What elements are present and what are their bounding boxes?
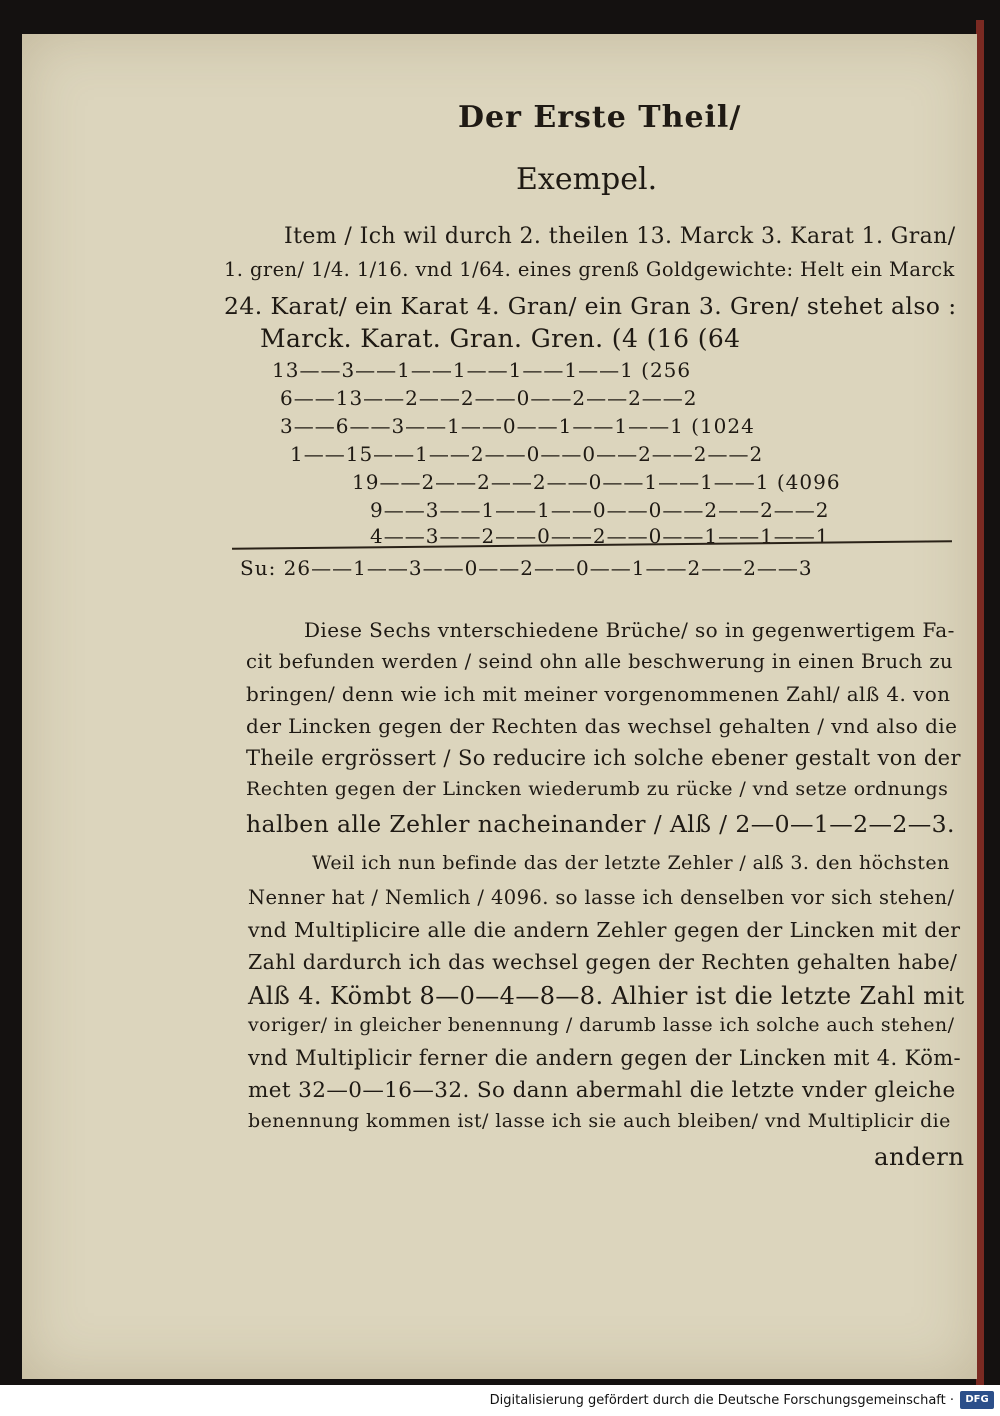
catchword: andern bbox=[874, 1142, 965, 1171]
paragraph-line: Theile ergrössert / So reducire ich solche ebener gestalt von der bbox=[246, 746, 961, 770]
table-row: 6——13——2——2——0——2——2——2 bbox=[280, 386, 698, 410]
paragraph-line: vnd Multiplicir ferner die andern gegen der Lincken mit 4. Köm- bbox=[248, 1046, 962, 1070]
paragraph-line: halben alle Zehler nacheinander / Alß / 2—0—1—2—2—3. bbox=[246, 810, 955, 838]
table-row: 3——6——3——1——0——1——1——1 (1024 bbox=[280, 414, 755, 438]
paragraph-line: benennung kommen ist/ lasse ich sie auch bleiben/ vnd Multiplicir die bbox=[248, 1110, 951, 1132]
paragraph-line: met 32—0—16—32. So dann abermahl die letzte vnder gleiche bbox=[248, 1078, 956, 1103]
table-header: Marck. Karat. Gran. Gren. (4 (16 (64 bbox=[260, 324, 741, 353]
sum-row: Su: 26——1——3——0——2——0——1——2——2——3 bbox=[240, 556, 813, 580]
paragraph-line: Weil ich nun befinde das der letzte Zehler / alß 3. den höchsten bbox=[312, 852, 950, 874]
intro-line: 24. Karat/ ein Karat 4. Gran/ ein Gran 3. Gren/ stehet also : bbox=[224, 292, 957, 320]
funding-credit: Digitalisierung gefördert durch die Deutsche Forschungsgemeinschaft · bbox=[489, 1393, 954, 1408]
running-header: Der Erste Theil/ bbox=[458, 100, 742, 135]
digitization-footer bbox=[0, 1385, 1000, 1416]
dfg-logo: DFG bbox=[960, 1391, 994, 1409]
paragraph-line: vnd Multiplicire alle die andern Zehler gegen der Lincken mit der bbox=[248, 918, 961, 942]
book-page bbox=[22, 34, 977, 1379]
section-heading: Exempel. bbox=[516, 162, 658, 197]
table-row: 9——3——1——1——0——0——2——2——2 bbox=[370, 498, 830, 522]
intro-line: Item / Ich wil durch 2. theilen 13. Marck 3. Karat 1. Gran/ bbox=[284, 224, 956, 249]
table-row: 13——3——1——1——1——1——1 (256 bbox=[272, 358, 692, 382]
table-row: 19——2——2——2——0——1——1——1 (4096 bbox=[352, 470, 841, 494]
table-row: 4——3——2——0——2——0——1——1——1 bbox=[370, 524, 830, 548]
table-row: 1——15——1——2——0——0——2——2——2 bbox=[290, 442, 764, 466]
intro-line: 1. gren/ 1/4. 1/16. vnd 1/64. eines grenß Goldgewichte: Helt ein Marck bbox=[224, 258, 955, 281]
paragraph-line: Zahl dardurch ich das wechsel gegen der Rechten gehalten habe/ bbox=[248, 950, 958, 974]
paragraph-line: Rechten gegen der Lincken wiederumb zu rücke / vnd setze ordnungs bbox=[246, 778, 949, 800]
paragraph-line: Diese Sechs vnterschiedene Brüche/ so in gegenwertigem Fa- bbox=[304, 618, 955, 642]
paragraph-line: Alß 4. Kömbt 8—0—4—8—8. Alhier ist die letzte Zahl mit bbox=[248, 982, 965, 1010]
paragraph-line: voriger/ in gleicher benennung / darumb lasse ich solche auch stehen/ bbox=[248, 1014, 955, 1036]
paragraph-line: der Lincken gegen der Rechten das wechsel gehalten / vnd also die bbox=[246, 714, 958, 738]
book-edge bbox=[976, 20, 984, 1390]
paragraph-line: bringen/ denn wie ich mit meiner vorgenommenen Zahl/ alß 4. von bbox=[246, 682, 951, 706]
paragraph-line: Nenner hat / Nemlich / 4096. so lasse ich denselben vor sich stehen/ bbox=[248, 886, 955, 909]
paragraph-line: cit befunden werden / seind ohn alle beschwerung in einen Bruch zu bbox=[246, 650, 953, 673]
